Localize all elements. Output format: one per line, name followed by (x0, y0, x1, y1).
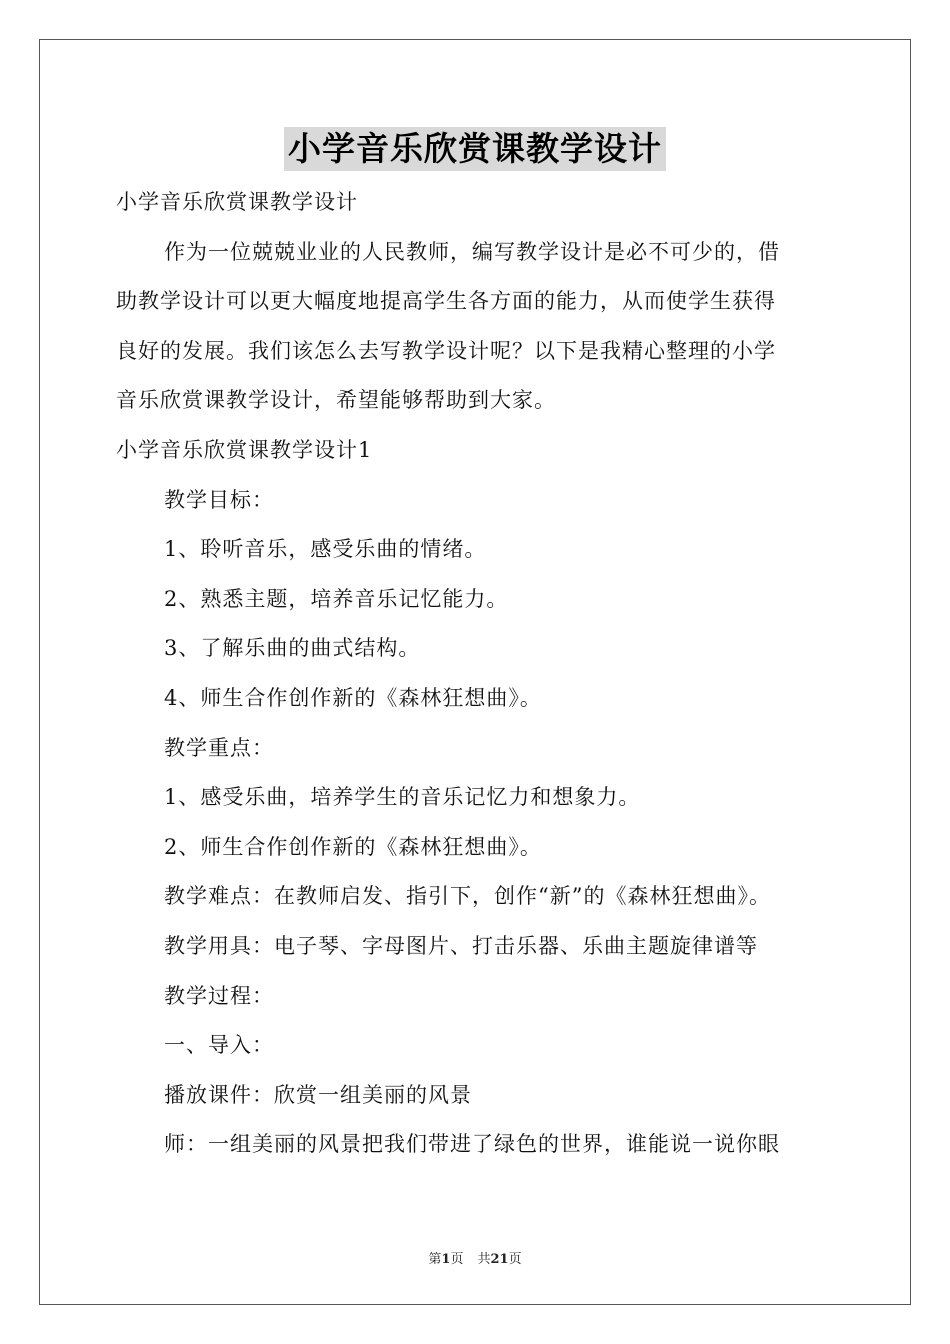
body-line: 教学难点：在教师启发、指引下，创作“新”的《森林狂想曲》。 (164, 884, 771, 909)
body-line: 教学用具：电子琴、字母图片、打击乐器、乐曲主题旋律谱等 (164, 933, 758, 958)
body-line: 1、聆听音乐，感受乐曲的情绪。 (164, 537, 487, 562)
body-line: 小学音乐欣赏课教学设计 (116, 190, 358, 214)
body-line: 助教学设计可以更大幅度地提高学生各方面的能力，从而使学生获得 (116, 289, 776, 314)
body-line: 3、了解乐曲的曲式结构。 (164, 636, 421, 661)
body-line: 播放课件：欣赏一组美丽的风景 (164, 1082, 472, 1107)
body-line: 一、导入： (164, 1033, 274, 1058)
document-title: 小学音乐欣赏课教学设计 (284, 127, 666, 171)
title-block (0, 127, 950, 171)
body-line: 小学音乐欣赏课教学设计1 (116, 437, 373, 462)
total-pages: 21 (490, 1252, 509, 1267)
document-body (116, 178, 836, 1170)
body-line: 音乐欣赏课教学设计，希望能够帮助到大家。 (116, 388, 556, 413)
body-line: 教学目标： (164, 487, 274, 512)
body-line: 教学过程： (164, 983, 274, 1008)
total-suffix: 页 (508, 1252, 522, 1267)
page-footer (0, 1248, 950, 1267)
body-line: 2、师生合作创作新的《森林狂想曲》。 (164, 834, 542, 859)
total-prefix: 共 (477, 1252, 491, 1267)
body-line: 师：一组美丽的风景把我们带进了绿色的世界，谁能说一说你眼 (164, 1132, 780, 1157)
body-line: 教学重点： (164, 735, 274, 760)
body-line: 2、熟悉主题，培养音乐记忆能力。 (164, 586, 509, 611)
body-line: 良好的发展。我们该怎么去写教学设计呢？以下是我精心整理的小学 (116, 338, 776, 363)
page-number: 1 (441, 1252, 451, 1267)
body-line: 4、师生合作创作新的《森林狂想曲》。 (164, 685, 542, 710)
page-suffix: 页 (450, 1252, 464, 1267)
body-line: 作为一位兢兢业业的人民教师，编写教学设计是必不可少的，借 (164, 239, 780, 264)
page-prefix: 第 (428, 1252, 442, 1267)
body-line: 1、感受乐曲，培养学生的音乐记忆力和想象力。 (164, 785, 641, 810)
